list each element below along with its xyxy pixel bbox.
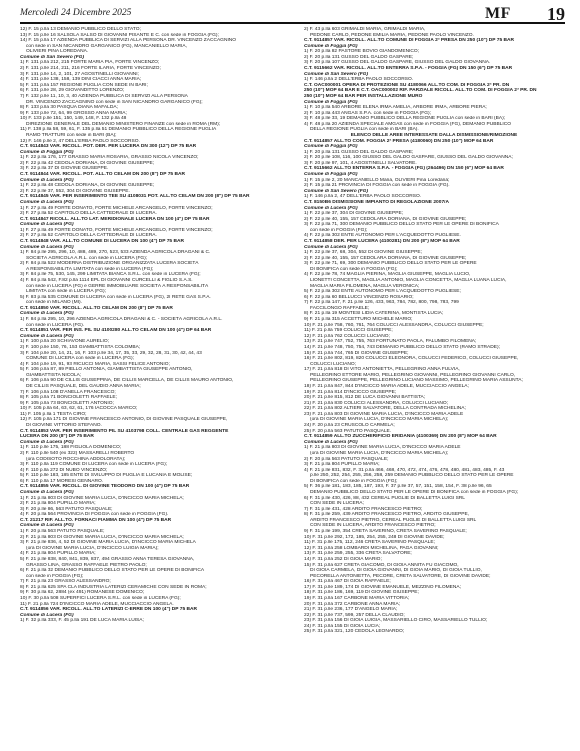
list-item: 11) F. 138 p.lla 58, 59, 61, F. 135 p.lla 51 DEMANIO PUBBLICO DELLA REGIONE PUGLIA [20,127,217,133]
list-item-continuation: CON SEDE IN LUCERA; [310,501,364,507]
list-item: 13) F. 15 p.lle 16 SALSOLA SALSO DI GIOVANNI PISANTE E C. con sede in FOGGIA (FG); [20,32,219,38]
list-item: 10) F. 31 p.lle 292, 172, 185, 254, 255, 248 DI GIOVINE DAVIDE; [304,534,445,540]
list-item: 9) F. 133 p.lle 72, 64, 99 GROSSO ANNA MARIA; [20,110,127,116]
list-item: 2) F. 22 p.lla 42 CEDOLA DORIANA, DI GIOVINE GIUSEPPE; [20,160,155,166]
list-item: 25) F. 20 p.lla 563 PATUTO PASQUALE. [304,428,392,434]
list-item: 12) F. 146 p.lle 2, 47 DELL'ERBA PAOLO SOCCORSO. [20,138,140,144]
list-item: 24) F. 31 p.lla 155 DI GIOIA LUCIA; [304,623,381,629]
list-item: 2) F. 21 p.lla 804 PUPILLO MARIA; [20,501,96,507]
list-item: 6) F. 110 p.lla 17 MORESI GENNARO. [20,478,104,484]
list-item: 1) F. 22 p.lle 37, 304 DI GIOVINE GIUSEPPE; [304,211,404,217]
section-heading: C.T. 9115662 ALL.TO ENTERRA S.P.A. - FOGGIA (FG) (264496) DN 150 (6") MOP 64 BAR [304,166,504,172]
list-item: 2) F. 27 p.lla 52 CAPITOLO DELLA CATTEDRALE DI LUCERA. [20,233,157,239]
list-item: 4) F. 22 p.lla 302 ENTE AUTONOMO PER L'ACQUEDOTTO PUGLIESE. [304,233,461,239]
section-heading: 250 (10") MOP 64 BAR PER INSTALLAZIONE MURO [304,93,423,99]
section-heading: C.T. 9114857 ALL.TO COM. FOGGIA 2ª PRESA (4180060) DN 250 (10") MOP 64 BAR [304,138,494,144]
section-heading: C.T. 9114843 VAR. RICOLL. POT. DER. PER LUCERA DN 300 (12") DP 75 BAR [20,144,197,150]
section-heading: C.T. 9114855 VAR. RICOLL. DI GIOVINE TEODORO DN 100 (4") DP 75 BAR [20,484,190,490]
list-item: 8) F. 105 p.lla 71 BONCIOLETTI RAFFAELE; [20,395,117,401]
list-item: 2) F. 131 p.lle 214, 211, 216 FORTE ILARIA, FORTE VINCENZO; [20,66,161,72]
list-item: 23) F. 31 p.lla 156 DI GIOIA LUIGIA, MASSARIELLO CIRO, MASSARIELLO TULLIO; [304,618,488,624]
list-item: 6) F. 22 p.lla 60 BELLUCCI VINCENZO ROSARIO; [304,294,414,300]
list-item: 1) F. 20 p.lla 563 PATUTO PASQUALE; [20,529,105,535]
municipality-heading: Comune di San Severo (FG) [304,188,369,194]
list-item: 3) F. 131 p.lle 14, 2, 101, 27 AGOSTINELLI GIOVANNI; [20,71,139,77]
list-item: 24) F. 20 p.lla 23 CRUSCOLO CARMELA; [304,423,395,429]
list-item: 8) F. 133 p.lla 30 PASQUA DIANA MAFALDA; [20,105,118,111]
list-item-continuation: A RESPONSABILITÀ LIMITATA con sede in LUCERA (FG); [26,266,154,272]
list-item-continuation: con sede in MILANO (MI). [26,300,82,306]
list-item: 15) F. 21 p.lla 744, 765 DI GIOVINE GIUSEPPE; [304,350,409,356]
list-item: 3) F. 20 p.lla 107 GUSSO DEL GALDO GASPARE, GIUSSO DEL GALDO GIOVANNA. [304,60,491,66]
list-item: 3) F. 21 p.lle 836, 4, 52 DI GIOVINE MARIA LUCIA, D'INCICCO MARIA MICHELA [20,540,196,546]
list-item: 2) F. 27 p.lla 52 CAPITOLO DELLA CATTEDRALE DI LUCERA. [20,211,157,217]
list-item: 3) F. 22 p.lla 37 DI GIOVINE GIUSEPPE. [20,166,109,172]
municipality-heading: Comune di San Severo (FG) [20,54,85,60]
list-item: 2) F. 21 p.lla 803 DI GIOVINE MARIA LUCIA, D'INCICCO MARIA MICHELA; [20,534,184,540]
right-column [304,27,564,743]
list-item: 3) F. 22 p.lle 71, 69, 300 DEMANIO PUBBLICO DELLO STATO PER LE OPERE [304,261,477,267]
municipality-heading: Comune di Lucera (FG) [20,612,74,618]
list-item: 3) F. 48 p.lle 33, 19 DEMANIO PUBBLICO DELLA REGIONE PUGLIA con sede in BARI (BA); [304,116,506,122]
list-item: 1) F. 20 p.lla 82 PASTORE BOVIO GIANDOMENICO; [304,49,420,55]
list-item: 11) F. 21 p.lla 724 D'INCICCO MARIA ADELE, MUCCIACCIO ANGELA. [20,601,174,607]
list-item: 15) F. 31 p.lla 627 CRETA GIACOMO, DI GIOIA ANNITA FU GIACOMO, [304,562,459,568]
list-item: 2) F. 22 p.lle 40, 155, 157 CEDOLARA DORIANA, DI GIOVINE GIUSEPPE; [304,216,467,222]
municipality-heading: Comune di Foggia (FG) [304,172,358,178]
list-item: 4) F. 104 p.lle 19, 91, 93 RICUCCI MARIA, SASSI FELICE ANTONIO; [20,361,170,367]
municipality-heading: Comune di Foggia (FG) [304,99,358,105]
list-item-continuation: DIREZIONE GENERALE DEL DEMANIO MINISTERO FINANZE con sede in ROMA (RM); [26,121,221,127]
list-item: 18) F. 31 p.lle 186, 169, 119 DI GIOVINE GIUSEPPE; [304,590,419,596]
section-heading: C.T. 9114858 DER. PER LUCERA (4100281) DN 200 (8") MOP 64 BAR [304,238,460,244]
list-item: 13) F. 31 p.lle 259, 255, 336 CRETA SALVATORE; [304,551,412,557]
section-heading: C.T. 9114856 VAR. RICOLL. ALL.TO LATERIZI C-ERRE DN 100 (4") DP 75 BAR [20,607,197,613]
section-heading: C.T. 9114857 VAR. RICOLL. ALL.TO COMUNE DI FOGGIA 2ª PRESA DN 250 (10") DP 75 BAR [304,38,514,44]
list-item: 3) F. 22 p.lla 71, 300 DEMANIO PUBBLICO DELLO STATO PER LE OPERE DI BONIFICA [304,222,499,228]
list-item: 1) F. 131 p.lla 212, 215 FORTE MARIA PIA, FORTE VINCENZO; [20,60,160,66]
section-heading: 250 (10") MOP 64 BAR E C.T. OAC000002 RIF. PARZIALE RICOLL. ALL.TO COM. DI FOGGIA 2ª PR. DN [304,88,537,94]
list-item: 4) F. 48 p.lla 20 AZIENDA SPECIALE AMGAS con sede in FOGGIA (FG), DEMANIO PUBBLICO [304,121,512,127]
list-item-continuation: (ora DI GIOVINE MARIA LUCIA, D'INCICCO MARIA MICHELA); [310,417,449,423]
list-item: 2) F. 100 p.lle 150, 76, 153 GIAMBATTISTA COLOMBA; [20,344,141,350]
list-item: 4) F. 21 p.lla 804 PUPILLO MARIA; [20,551,96,557]
municipality-heading: Comune di Lucera (FG) [20,222,74,228]
list-item: 7) F. 22 p.lla 147, F. 21 p.lle 126, 433, 963, 784, 782, 800, 798, 783, 799 [304,300,459,306]
section-heading: C.T. 9114847 RICOLL. ALL.TO LAT. MERIDIONALE LUCERA DN 100 (4") DP 75 BAR [20,216,210,222]
section-heading: LUCERA DN 200 (8") DP 75 BAR [20,434,94,440]
municipality-heading: Comune di Lucera (FG) [304,439,358,445]
list-item-continuation: PEDONE CARLO, PEDONE EMILIA MARIA, PEDONE PAOLO VINCENZO. [310,32,474,38]
left-column [20,27,280,743]
list-item: 2) F. 22 p.lle 40, 155, 157 CEDOLARA DORIANA, DI GIOVINE GIUSEPPE; [304,255,467,261]
page-header [20,4,565,24]
list-item: 4) F. 21 p.lle 831, 832, F. 31 p.lla 466, 468, 470, 472, 474, 476, 478, 480, 481, 483, 485, F. 43 [304,467,505,473]
list-item: 1) F. 21 p.lla 803 DI GIOVINE MARIA LUCIA, D'INCICCO MARIA ADELE [304,445,461,451]
list-item: 19) F. 31 p.lla 167 CARBONE MARIA VITTORIA; [304,595,410,601]
list-item-continuation: con sede in LUCERA (FG) e GERRE IMMOBILIARE SOCIETÀ A RESPONSABILITÀ [26,283,209,289]
list-item: 4) F. 22 p.lle 78, 74 MAGLIA PIERINA, MAGLIA GIUSEPPE, MAGLIA LUCIO, [304,272,471,278]
list-item: 5) F. 110 p.lle 183, 185 ENTE DI SVILUPPO DI PUGLIA E LUCANIA E MOLISE; [20,473,193,479]
section-heading: C.T. 9114845 VAR. PER INSERIMENTO TEE SU 4108031 POT. ALL.TO CELAM DN 200 (8") DP 75 BAR [20,194,250,200]
section-banner: ELENCO DELLE AREE INTERESSATE DALLA DISMISSIONE/RIMOZIONE [350,132,518,138]
list-item: 20) F. 31 p.lla 372 CARBONE ANNA MARIA; [304,601,401,607]
list-item: 18) F. 21 p.lla 847, 844 D'INCICCO MARIA ADELE, MUCCIACCIO ANGELA; [304,384,469,389]
list-item: 19) F. 21 p.lla 814 D'INCICCO GIUSEPPE; [304,389,397,395]
newspaper-logo: MF [485,5,511,22]
list-item: 1) F. 110 p.lle 175, 188 FIGLIOLA DOMENICO; [20,445,122,451]
issue-date: Mercoledì 24 Dicembre 2025 [20,8,132,18]
list-item: 17) F. 31 p.lle 189, 174 DI GIOVINE EMANUELE, MEZZINO FILOMENA; [304,584,461,590]
list-item: 1) F. 10 p.lla 540 ARBORE ELENA IRMA AMELIA, ARBORE IRMA, ARBORE PIERA; [304,105,487,111]
list-item: 11) F. 21 p.lla 759 COLUCCI GIUSEPPE; [304,328,393,334]
section-heading: C.T. 9114853 VAR. PER INSERIMENTO PIL SU 4103798 COLL. CENTRALE GAS REGGENTE [20,428,229,434]
list-item: 2) F. 20 p.lla 131 GUSSO DEL GALDO GASPARE; [304,54,414,60]
list-item: 12) F. 21 p.lla 762 COLUCCI LUCIANO; [304,333,390,339]
municipality-heading: Comune di San Severo (FG) [304,71,369,77]
list-item-continuation: con sede in FOGGIA (FG); [310,227,368,233]
list-item: 6) F. 31 p.lle 430, 426, 88, 432 CEREAL PUGLIE DI BALLETTA LUIGI SRL [304,495,465,501]
list-item: 5) F. 21 p.lle 838, 840, 841, 839, 837, 494 GRASSO ANNA TERESA GIOVANNA, [20,556,195,562]
list-item-continuation: GRASSO LINA, GRASSO RAFFAELE PIETRO PAOLO; [26,562,147,568]
list-item: 6) F. 131 p.lle 28, 29 GIOVANDITTO LORENZO; [20,88,125,94]
section-heading: C.T. 9114848 VAR. ALL.TO COMUNE DI LUCERA DN 100 (4") DP 75 BAR [20,238,184,244]
list-item: 3) F. 84 p.lle 75, 530, 145, 299 LIMITATA BIANCA S.R.L. con sede in LUCERA (FG); [20,272,201,278]
list-item: 7) F. 132 p.lle 11, 10, 3, 40 AZIENDA PUBBLICA DI SERVIZI ALLA PERSONA [20,93,188,99]
list-item: 2) F. 20 p.lla 563 PATUTO PASQUALE; [304,456,389,462]
municipality-heading: Comune di Foggia (FG) [304,43,358,49]
list-item-continuation: OLIVIERI PINA LOREDANA. [26,49,89,55]
list-item: 7) F. 106 p.lla 108 D'ANELLA FRANCESCO; [20,389,116,395]
list-item-continuation: DE CILLIS PASQUALE, DEL GAUDIO ANNA MARIA; [26,384,141,389]
list-item-continuation: PELLEGRINO GIUSEPPE, PELLEGRINO LUCIANO MASSIMO, PELLEGRINO MARIA ASSUNTA; [310,378,523,384]
list-item-continuation: GIAMBATTISTA NICOLA; [26,372,82,378]
section-heading: C.T. 9114844 VAR. RICOLL. POT. ALL.TO CELAM DN 200 (8") DP 75 BAR [20,172,185,178]
list-item-continuation: RAMO TRATTURI con sede in BARI (BA); [26,132,117,138]
list-item-continuation: DR. VINCENZO ZACCAGNINO con sede in SAN NICANDRO GARGANICO (FG); [26,99,203,105]
section-heading: C.T. 9114851 VAR. PER INS. PIL SU 4100280 ALL.TO CELAM DN 100 (4") DP 64 BAR [20,328,212,334]
section-heading: C.T. 21217 RIF. ALL.TO. FORNACI FIAMMA DN 100 (4") DP 75 BAR [20,517,172,523]
page-number: 19 [547,4,565,24]
list-item: 14) F. 31 p.lla 252 DI GIOIA MARIO; [304,556,382,562]
list-item: 8) F. 31 p.lle 259, 439 ARDITO FRANCESCO PIETRO, ARDITO GIUSEPPE, [304,512,470,518]
municipality-heading: Comune di Lucera (FG) [304,244,358,250]
list-item: 5) F. 36 p.lle 181, 183, 185, 187, 193, F. 37 p.lle 37, 57, 151, 158, 154, F. 38 p.lle 96, 65 [304,484,492,490]
list-item: 23) F. 21 p.lla 803 DI GIOVINE MARIA LUCIA, D'INCICCO MARIA ADELE [304,411,464,417]
list-item-continuation: con sede in SAN NICANDRO GARGANICO (FG), MANCANIELLO MARIA, [26,43,187,49]
list-item: 13) F. 21 p.lle 747, 752, 755, 763 FORTUNATO PAOLA, PALUMBO FILOMENA; [304,339,477,345]
list-item: 1) F. 84 p.lle 295, 296, 10, 488, 489, 270, 523, 533 AZIENDA AGRICOLA DRAGANI & C. [20,250,211,256]
list-item-continuation: COMUNE DI LUCERA con sede in LUCERA (FG); [26,356,134,362]
list-item: 4) F. 84 p.lla 542, F.82 p.lla 1114 EPL DI GIOVANNI CURCELLI & FIGLIO S.A.S. [20,278,193,284]
municipality-heading: Comune di Foggia (FG) [20,149,74,155]
section-heading: C.T. 8150B6 DISMISSIONE IMPIANTO DI REGOLAZIONE 2007/A [304,199,449,205]
list-item: 1) F. 22 p.lla 48 CEDOLA DORIANA, DI GIOVINE GIUSEPPE; [20,183,155,189]
list-item: 5) F. 131 p.lla 157 REGIONE PUGLIA CON SEDE IN BARI; [20,82,148,88]
list-item: 2) F. 84 p.lla 522 MODERNA DISTRIBUZIONE ORGANIZZATA LUCERA SOCIETÀ [20,261,199,267]
list-item: 14) F. 21 p.lle 748, 750, 754, 743 DEMANIO PUBBLICO DELLO STATO (RAMO STRADE); [304,344,500,350]
municipality-heading: Comune di Lucera (FG) [20,311,74,317]
list-item: 8) F. 21 p.lla 19 MONTESI LIDIA CATERINA, MONTISTA LUCIA; [304,311,444,317]
list-item-continuation: DI BONIFICA con sede in FOGGIA (FG); [310,266,398,272]
list-item-continuation: DI GIOVINE VITTORIO STEFANO. [26,423,102,429]
list-item: 1) F. 146 p.lla 2 DELL'ERBA PAOLO SOCCORSO. [304,77,414,83]
list-item: 1) F. 84 p.lla 295, 10, 296 AZIENDA AGRICOLA DRAGANI & C. - SOCIETÀ AGRICOLA A.R.L. [20,317,223,323]
list-item: 5) F. 106 p.lla 87, 89 PIELLO ANTONIA, GIAMBATTISTA GIUSEPPE ANTONIO, [20,367,193,373]
list-item: 2) F. 22 p.lle 37, 552, 304 DI GIOVINE GIUSEPPE. [20,188,130,194]
list-item: 1) F. 20 p.lla 131 GUSSO DEL GALDO GASPARE; [304,149,414,155]
list-item: 4) F. 20 p.lla 564 PROVINCIA DI FOGGIA con sede in FOGGIA (FG). [20,512,169,518]
list-item: 2) F. 20 p.lle 108, 116, 100 GIUSSO DEL GALDO GASPARE, GIUSSO DEL GALDO GIOVANNA; [304,155,513,161]
list-item: 16) F. 21 p.lle 802, 819, 820 COLUCCI ELEONORA, COLUCCI FEDERICO, COLUCCI GIUSEPPE, [304,356,519,362]
municipality-heading: Comune di Lucera (FG) [20,244,74,250]
list-item: 11) F. 31 p.lle 175, 112, 246 CRETA SAVERINO PASQUALE; [304,540,435,546]
list-item: 21) F. 21 p.lla 830 COLUCCI ALESSANDRA, COLUCCI LUCIANO; [304,400,449,406]
list-item: 1) F. 21 p.lla 803 DI GIOVINE MARIA LUCIA, D'INCICCO MARIA MICHELA; [20,495,184,501]
list-item-continuation: DELLA REGIONE PUGLIA con sede in BARI (BA). [310,127,419,133]
list-item: 2) F. 43 p.lla 603 GRIMALDI MARIA, GRIMALDI MARIA, [304,27,426,32]
section-heading: C.T. OAC000001 OPERA DI PROTEZIONE SU 4180066 ALL.TO COM. DI FOGGIA 2ª PR. DN [304,82,510,88]
list-item: 7) F. 31 p.lle 431, 428 ARDITO FRANCESCO PIETRO; [304,506,423,512]
list-item-continuation: (ora DI GIOVINE MARIA LUCIA, D'INCICCO LUIGIA MARIA); [26,545,159,551]
list-item: 25) F. 31 p.lla 321, 120 CEDOLA LEONARDO; [304,629,405,635]
list-item: 20) F. 21 p.lle 815, 812 DE LUCA GIOVANNI BATTISTA; [304,395,426,401]
list-item-continuation: PECORELLA ANTONIETTA, PECORE, CRETA SALVATORE, DI GIOVINE DAVIDE; [310,573,491,579]
list-item-continuation: LIONETTI CONCETTA, MAGLIA ANTONIO, MAGLIA CONCETTA, MAGLIA LUANA LUCIA, [310,278,507,284]
list-item: 5) F. 22 p.lla 302 ENTE AUTONOMO PER L'ACQUEDOTTO PUGLIESE; [304,289,461,295]
municipality-heading: Comune di Lucera (FG) [20,523,74,529]
list-item: 2) F. 15 p.lla 21 PROVINCIA DI FOGGIA con sede in FOGGIA (FG). [304,183,450,189]
list-item: 8) F. 21 p.lla 625 SPA CLA INDUSTRIA LATERIZI CERAMICHE CON SEDE IN ROMA; [20,584,207,590]
list-item: 3) F. 20 p.lle 97, 101, 4 AGOSTINELLI SALVATORE. [304,160,417,166]
list-item: 12) F. 31 p.lla 258 LOMBARDI MICHELINA, PAGA GIOVANNI; [304,545,439,551]
municipality-heading: Comune di Lucera (FG) [20,177,74,183]
list-item: 21) F. 31 p.lle 236, 177 D'ANGELO MARIA; [304,607,398,613]
list-item: 6) F. 21 p.lla 32 DEMANIO PUBBLICO DELLO STATO PER LE OPERE DI BONIFICA [20,568,205,574]
list-item: 9) F. 21 p.lla 315 ACCETTURO MICHELE MARIO; [304,317,413,323]
list-item: 1) F. 100 p.lla 20 SCHIAVONE AURELIO; [20,339,110,345]
list-item: 16) F. 31 p.lla 467 DI GIOIA RAFFAELE; [304,579,391,585]
list-item: 10) F. 21 p.lle 758, 760, 761, 764 COLUCCI ALESSANDRA, COLUCCI GIUSEPPE; [304,322,484,328]
list-item-continuation: DI GIOIA CARMELA, DI GIOIA GIOVANNI, DI GIOIA MARIO, DI GIOIA TULLIO, [310,568,482,574]
list-item-continuation: FACCILONGO RAFFAELE; [310,305,370,311]
list-item: 3) F. 20 p.lle 86, 563 PATUTO PASQUALE; [20,506,113,512]
list-item: 4) F. 131 p.lle 138, 158, 139 DINI CIACCI ANNA MARIA; [20,77,142,83]
list-item: 1) F. 22 p.lla 176, 177 GRASSO MARIA ROSARIA, GRASSO NICOLA VINCENZO; [20,155,199,161]
list-item: 22) F. 21 p.lla 802 ALTIERI SALVATORE, DELLA CONTRADA MICHELINA; [304,406,466,412]
list-item: 17) F. 21 p.lla 818 DI VITO ANTONIETTA, PELLEGRINO ANNA FULVIA, [304,367,460,373]
list-item-continuation: LIMITATA con sede in LUCERA (FG); [26,289,106,295]
list-item: 5) F. 83 p.lla 535 COMUNE DI LUCERA con sede in LUCERA (FG), 2I RETE GAS S.P.A. [20,294,211,300]
list-item: 2) F. 110 p.lle 540 (ex 322) MASSARELLI ROBERTO [20,450,135,456]
list-item: 1) F. 146 p.lla 2, 47 DELL'ERBA PAOLO SOCCORSO. [304,194,422,200]
list-item: 2) F. 10 p.lla 443 ANGAS S.P.A. con sede in FOGGIA (FG); [304,110,431,116]
section-heading: C.T. 9114859 ALL.TO ZUCCHERIFICIO ERIDANIA (4100369) DN 200 (8") MOP 64 BAR [304,434,497,440]
list-item-continuation: MAGLIA MARIA FILOMENA, MAGLIA VERONICA; [310,283,420,289]
municipality-heading: Comune di Foggia (FG) [304,144,358,150]
list-item-continuation: con sede in LUCERA (FG). [26,322,85,328]
list-item: 9) F. 30 p.lla 62, 2884 (ex 491) ROMANESE DOMENICO; [20,590,145,596]
list-item-continuation: SOCIETÀ AGRICOLA A.R.L. con sede in LUCERA (FG); [26,255,148,261]
list-item: 22) F. 31 p.lle 737, 599, 257 DELLA CLAUDIO; [304,612,405,618]
list-item: 3) F. 21 p.lla 804 PUPILLO MARIA; [304,462,380,468]
list-item: 10) F. 133 p.lle 151, 150, 149, 148, F. 132 p.lla 48 [20,116,127,122]
list-item: 3) F. 104 p.lle 20, 14, 21, 16, F. 103 p.lle 34, 17, 35, 33, 29, 32, 28, 31, 30, 42, 44, 43 [20,350,202,356]
list-item: 14) F. 15 p.lla 17 AZIENDA PUBBLICA DI SERVIZI ALLA PERSONA DR. VINCENZO ZACCAGNINO [20,38,237,44]
list-item-continuation: con sede in FOGGIA (FG); [26,573,84,579]
section-heading: C.T. 9115662 VAR. RICOLL. ALL.TO ENTERRA S.P.A. - FOGGIA (FG) DN 150 (6") DP 75 BAR [304,66,513,72]
list-item-continuation: p.lle 250, 252, 254, 255, 256, 258, 259 DEMANIO PUBBLICO DELLO STATO PER LE OPERE [310,473,514,479]
list-item-continuation: CON SEDE IN LUCERA, ARDITO FRANCESCO PIETRO; [310,523,436,529]
header-rule [20,22,565,24]
list-item: 1) F. 32 p.lla 333, F. 45 p.lla 191 DE LUCA MARIA LUISA; [20,618,144,624]
section-heading: C.T. 9114850 VAR. RICOLL. ALL.TO CELAM DN 200 (8") DP 75 BAR [20,305,173,311]
list-item: 9) F. 31 p.lle 199, 354 CRETA SAVERINO, CRETA SAVERINO PASQUALE; [304,529,467,535]
list-item-continuation: DEMANIO PUBBLICO DELLO STATO PER LE OPERE DI BONIFICA con sede in FOGGIA (FG); [310,489,519,495]
list-item-continuation: PELLEGRINO ETTORE MARIO, PELLEGRINO GIOVANNI, PELLEGRINO GIOVANNI CARLO, [310,372,516,378]
list-item: 10) F. 105 p.lla 64, 63, 62, 61, 176 IACOCCA MARCO; [20,406,138,412]
list-item: 12) F. 15 p.lla 13 DEMANIO PUBBLICO DELLO STATO; [20,27,141,32]
list-item: 4) F. 110 p.lla 272 DI NUBO VINCENZO; [20,467,108,473]
municipality-heading: Comune di Lucera (FG) [20,199,74,205]
list-item: 6) F. 106 p.lla 90 DE CILLIS GIUSEPPINA, DE CILLIS MARCELLA, DE CILLIS MAURO ANTONIO, [20,378,234,384]
list-item: 7) F. 21 p.lla 23 GRASSO ALESSANDRO; [20,579,111,585]
list-item-continuation: DI BONIFICA con sede in FOGGIA (FG); [310,478,398,484]
municipality-heading: Comune di Lucera (FG) [20,439,74,445]
list-item-continuation: (ora CODISOTO ROCCHINA ADDOLORATA); [26,456,126,462]
list-item: 3) F. 110 p.lla 119 COMUNE DI LUCERA con sede in LUCERA (FG); [20,462,168,468]
municipality-heading: Comune di Lucera (FG) [304,205,358,211]
list-item-continuation: COLUCCI LUCIANO; [310,361,357,367]
list-item-continuation: (ora DI GIOVINE MARIA LUCIA, D'INCICCO MARIA MICHELA); [310,450,449,456]
list-item: 1) F. 15 p.lle 2, 20 MANCANIELLO Maria, OLIVIERI Pina Loredana; [304,177,450,183]
list-item: 12) F. 105 p.lla 171 DI GIOVINE FRANCESCO ANTONIO, DI GIOVINE PASQUALE GIUSEPPE, [20,417,228,423]
list-item: 9) F. 105 p.lla 73 BONCIOLETTI ANTONIO; [20,400,114,406]
list-item: 10) F. 30 p.lla 508 SUPERFICI LUCERA S.R.L. con sede in LUCERA (FG); [20,595,181,601]
municipality-heading: Comune di Lucera (FG) [20,333,74,339]
list-item-continuation: ARDITO FRANCESCO PIETRO, CEREAL PUGLIE DI BALLETTA LUIGI SRL [310,517,477,523]
list-item: 11) F. 105 p.lla 1 TESTA CIRO; [20,411,87,417]
municipality-heading: Comune di Lucera (FG) [20,489,74,495]
list-item: 1) F. 22 p.lle 37, 68, 304, 552 DI GIOVINE GIUSEPPE; [304,250,422,256]
list-item: 1) F. 27 p.lla 49 FORTE DONATO, FORTE MICHELE ARCANGELO, FORTE VINCENZO; [20,227,213,233]
list-item: 1) F. 27 p.lla 49 FORTE DONATO, FORTE MICHELE ARCANGELO, FORTE VINCENZO; [20,205,213,211]
